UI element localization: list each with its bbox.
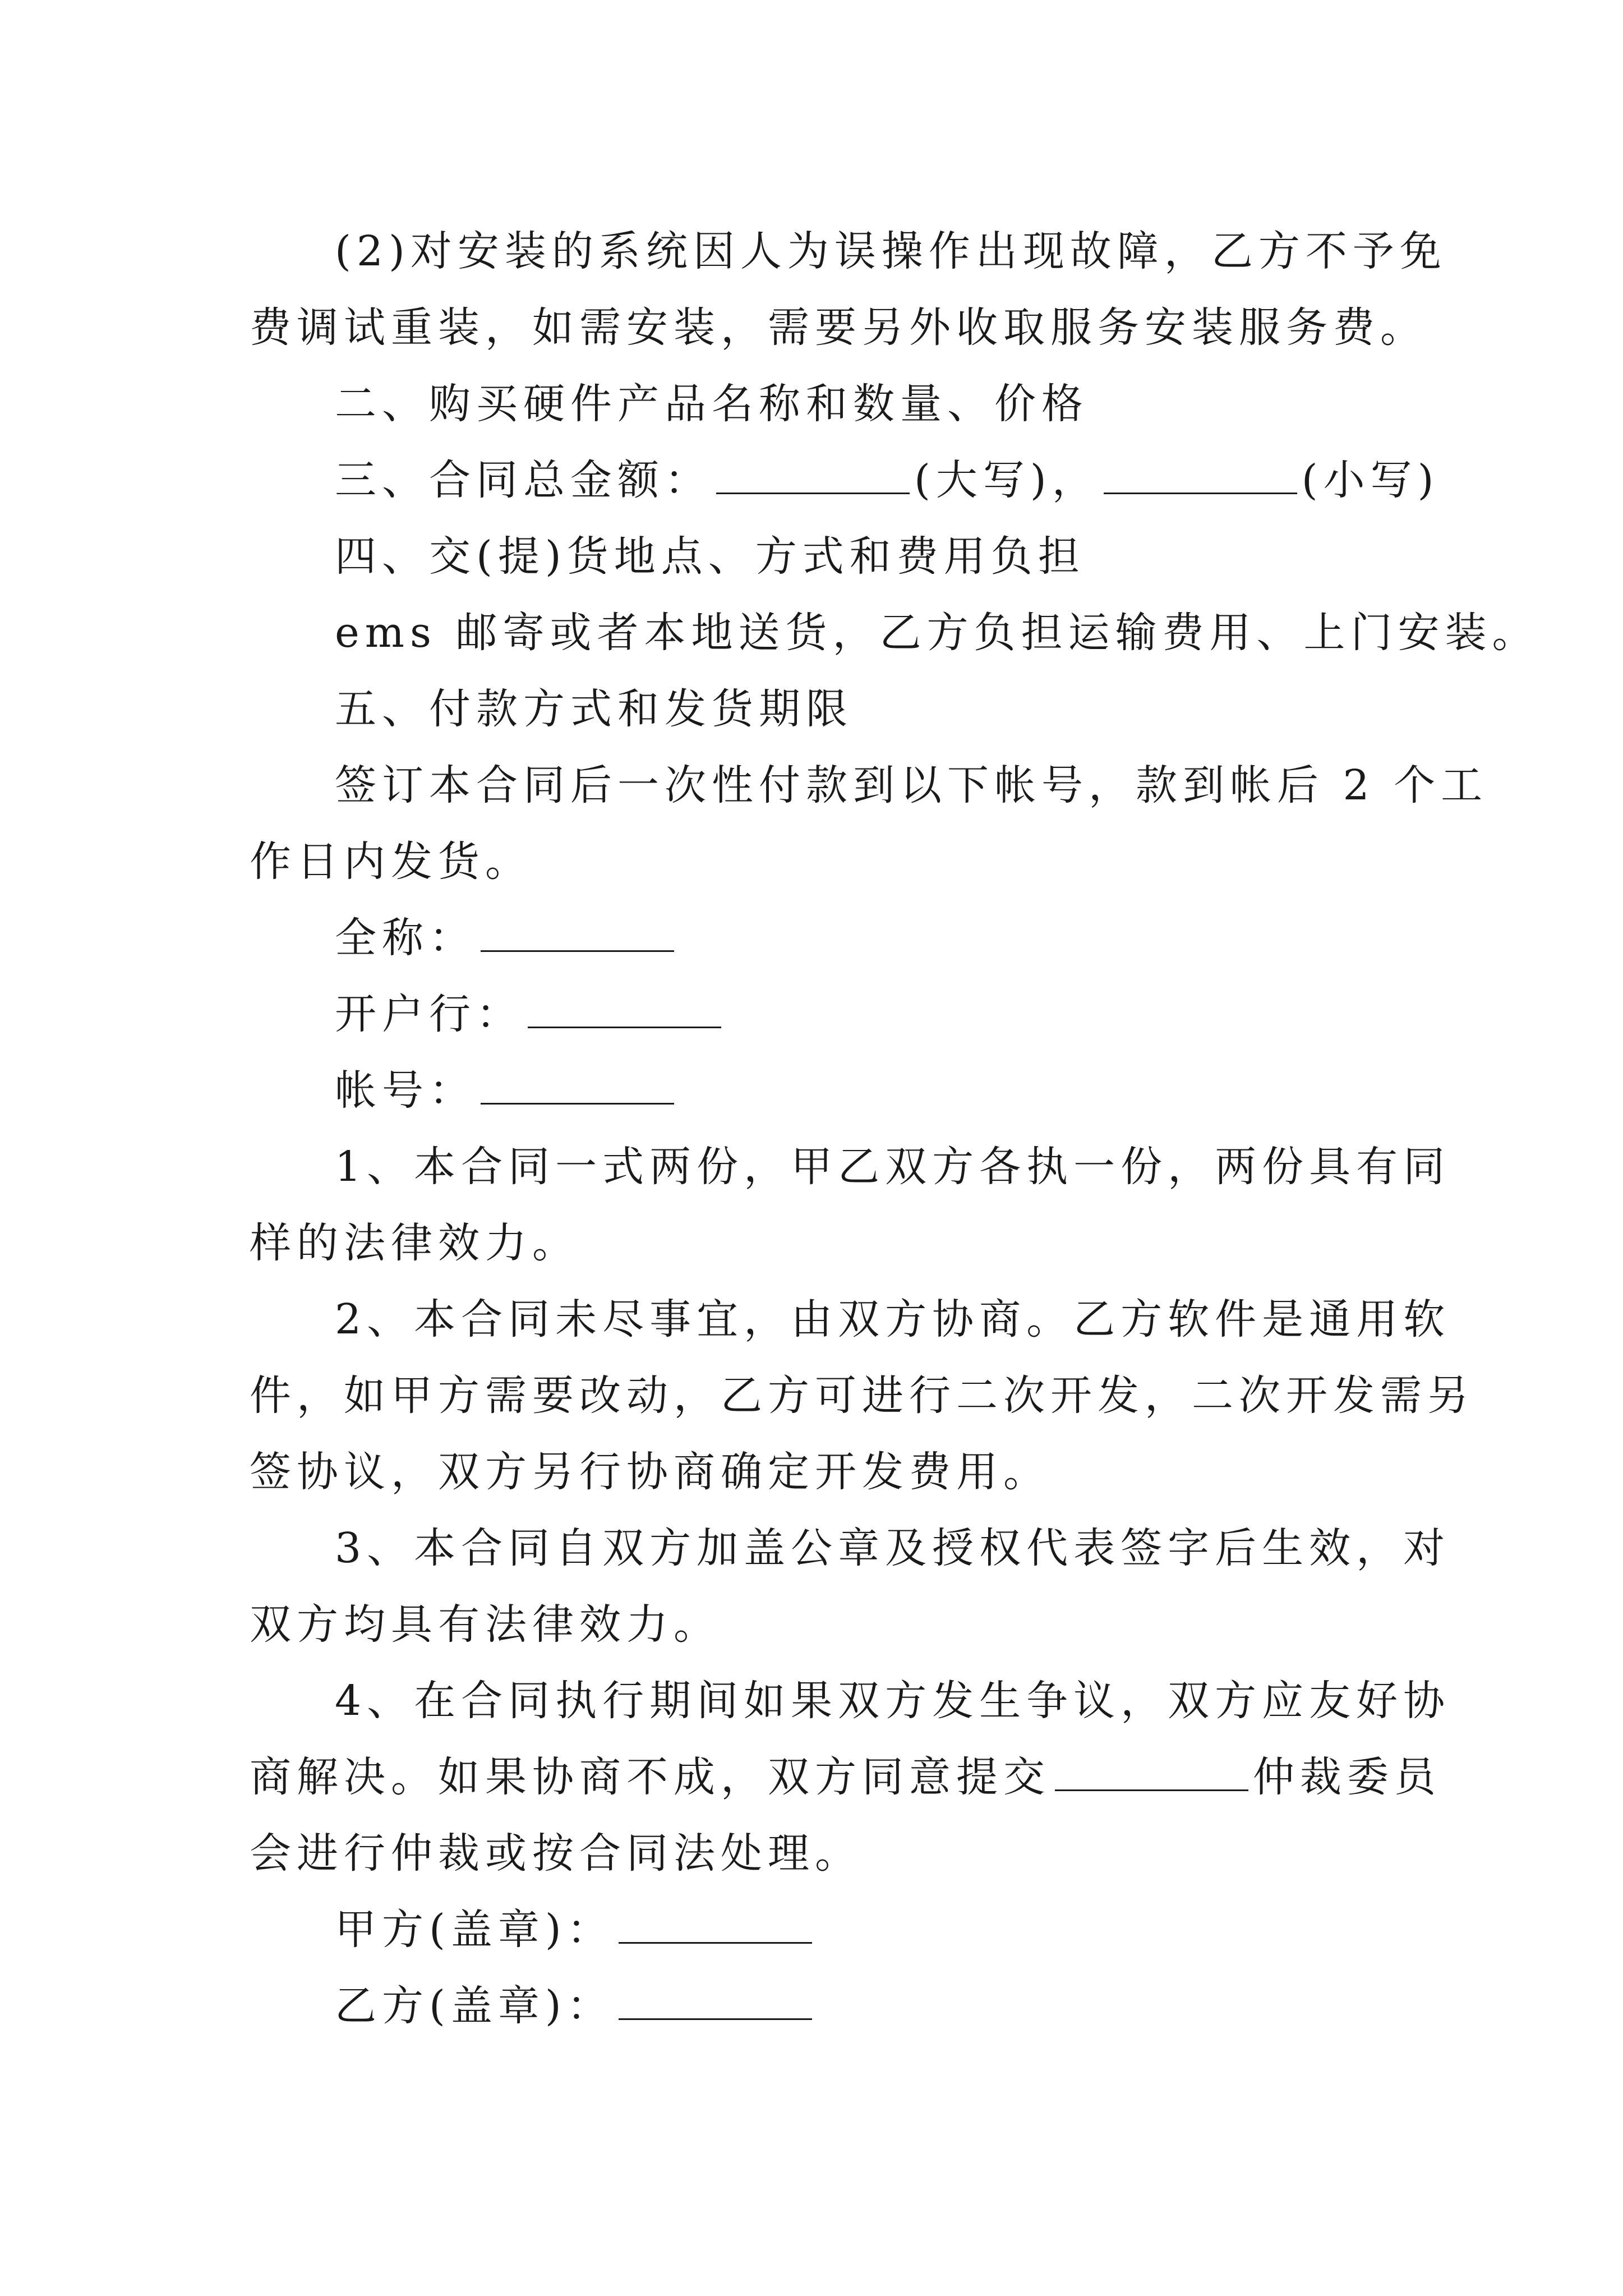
paragraph-line bbox=[250, 213, 1447, 289]
amount-capital-blank[interactable] bbox=[716, 459, 910, 494]
label: 乙方(盖章)： bbox=[335, 1982, 614, 2030]
paragraph-line bbox=[250, 1586, 1388, 1663]
paragraph-line bbox=[250, 1205, 1388, 1281]
label: 全称： bbox=[335, 914, 476, 962]
section-heading-total-amount bbox=[250, 442, 1440, 518]
text: 双方均具有法律效力。 bbox=[250, 1600, 721, 1649]
text: 二、购买硬件产品名称和数量、价格 bbox=[335, 380, 1089, 428]
amount-numeric-blank[interactable] bbox=[1104, 459, 1297, 494]
paragraph-line bbox=[250, 1281, 1451, 1358]
text: (2)对安装的系统因人为误操作出现故障，乙方不予免 bbox=[335, 227, 1447, 275]
text: 4、在合同执行期间如果双方发生争议，双方应友好协 bbox=[335, 1677, 1451, 1725]
text: 签协议，双方另行协商确定开发费用。 bbox=[250, 1448, 1050, 1496]
paragraph-line bbox=[250, 1510, 1451, 1586]
paragraph-line bbox=[250, 1129, 1451, 1205]
paragraph-line bbox=[250, 1663, 1451, 1739]
text: 三、合同总金额： bbox=[335, 456, 712, 504]
paragraph-line-arbitration bbox=[250, 1739, 1441, 1815]
party-b-seal-blank[interactable] bbox=[619, 1985, 812, 2020]
paragraph-line bbox=[250, 747, 1488, 823]
text: 样的法律效力。 bbox=[250, 1219, 579, 1267]
paragraph-line bbox=[250, 595, 1539, 671]
text: (大写)， bbox=[914, 456, 1099, 504]
label: 开户行： bbox=[335, 990, 523, 1038]
field-account-name bbox=[250, 900, 1388, 976]
text: 费调试重装，如需安装，需要另外收取服务安装服务费。 bbox=[250, 303, 1427, 352]
party-b-seal-field bbox=[250, 1968, 1388, 2044]
text: ems 邮寄或者本地送货，乙方负担运输费用、上门安装。 bbox=[335, 609, 1539, 657]
text: 会进行仲裁或按合同法处理。 bbox=[250, 1829, 862, 1878]
text: 件，如甲方需要改动，乙方可进行二次开发，二次开发需另 bbox=[250, 1372, 1474, 1420]
text: 仲裁委员 bbox=[1253, 1753, 1441, 1801]
section-heading bbox=[250, 671, 1388, 747]
contract-page bbox=[250, 213, 1539, 2044]
section-heading bbox=[250, 518, 1388, 595]
bank-blank[interactable] bbox=[528, 993, 721, 1028]
text: (小写) bbox=[1301, 456, 1440, 504]
text: 2、本合同未尽事宜，由双方协商。乙方软件是通用软 bbox=[335, 1295, 1451, 1343]
field-account-number bbox=[250, 1052, 1388, 1129]
arbitration-committee-blank[interactable] bbox=[1055, 1756, 1248, 1791]
label: 甲方(盖章)： bbox=[335, 1906, 614, 1954]
paragraph-line bbox=[250, 1358, 1474, 1434]
text: 1、本合同一式两份，甲乙双方各执一份，两份具有同 bbox=[335, 1143, 1451, 1191]
text: 五、付款方式和发货期限 bbox=[335, 685, 853, 733]
account-name-blank[interactable] bbox=[481, 917, 674, 952]
text: 签订本合同后一次性付款到以下帐号，款到帐后 2 个工 bbox=[335, 761, 1488, 809]
paragraph-line bbox=[250, 289, 1427, 366]
field-bank bbox=[250, 976, 1388, 1052]
party-a-seal-blank[interactable] bbox=[619, 1908, 812, 1944]
text: 作日内发货。 bbox=[250, 838, 532, 886]
paragraph-line bbox=[250, 1815, 1388, 1892]
account-number-blank[interactable] bbox=[481, 1069, 674, 1105]
paragraph-line bbox=[250, 823, 1388, 900]
label: 帐号： bbox=[335, 1066, 476, 1115]
section-heading bbox=[250, 366, 1388, 442]
text: 四、交(提)货地点、方式和费用负担 bbox=[335, 532, 1085, 581]
party-a-seal-field bbox=[250, 1892, 1388, 1968]
paragraph-line bbox=[250, 1434, 1388, 1510]
text: 商解决。如果协商不成，双方同意提交 bbox=[250, 1753, 1050, 1801]
text: 3、本合同自双方加盖公章及授权代表签字后生效，对 bbox=[335, 1524, 1451, 1572]
